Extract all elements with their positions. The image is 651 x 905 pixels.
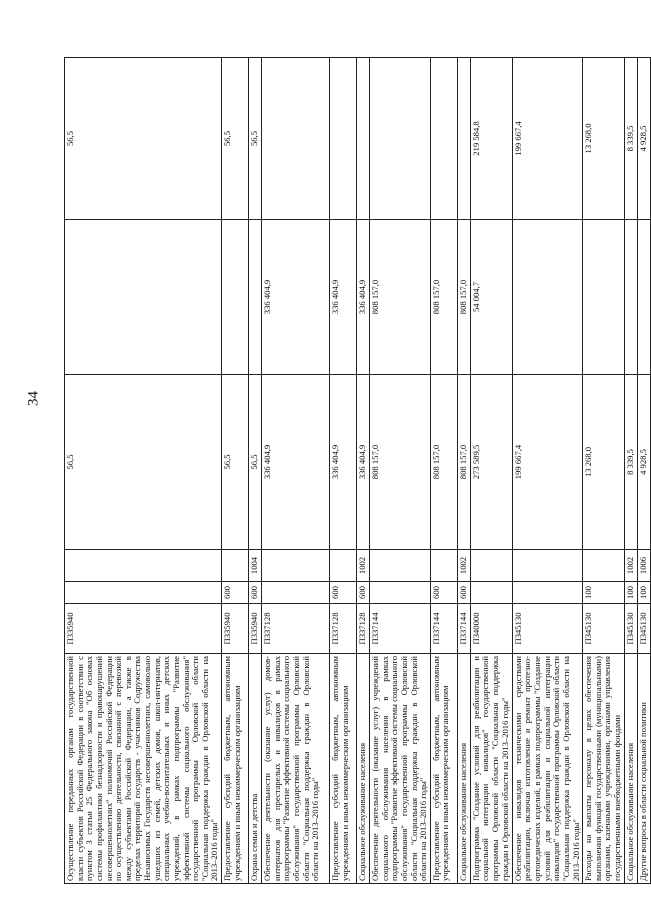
row-name: Подпрограмма "Создание условий для реабилитации и социальной интеграции инвалидов" государственной программы Орловской области "Социальная поддержка граждан в Орловской области на 2013–2016 годы" <box>470 654 512 884</box>
table-row <box>262 58 330 884</box>
row-federal-amount <box>512 220 582 375</box>
row-target-code: П340000 <box>470 604 512 654</box>
budget-table-rotated <box>64 58 649 884</box>
row-total: 56,5 <box>222 375 249 550</box>
row-target-code: П345130 <box>512 604 582 654</box>
row-regional-amount <box>430 58 457 220</box>
table-row <box>222 58 249 884</box>
row-target-code: П337144 <box>370 604 431 654</box>
row-regional-amount: 8 339,5 <box>625 58 638 220</box>
row-federal-amount <box>638 220 651 375</box>
row-target-code: П337144 <box>430 604 457 654</box>
row-expense-type: 600 <box>457 582 470 604</box>
row-total: 4 928,5 <box>638 375 651 550</box>
row-section-code: 1004 <box>249 550 262 582</box>
table-row <box>370 58 431 884</box>
row-total: 808 157,0 <box>457 375 470 550</box>
row-section-code <box>222 550 249 582</box>
row-section-code <box>65 550 222 582</box>
row-total: 336 404,9 <box>357 375 370 550</box>
row-section-code: 1002 <box>357 550 370 582</box>
row-target-code: П337128 <box>262 604 330 654</box>
row-target-code: П337128 <box>357 604 370 654</box>
row-target-code: П335940 <box>65 604 222 654</box>
row-name: Социальное обслуживание населения <box>625 654 638 884</box>
row-name: Предоставление субсидий бюджетным, автономным учреждениям и иным некоммерческим организациям <box>222 654 249 884</box>
row-expense-type: 100 <box>638 582 651 604</box>
row-total: 8 339,5 <box>625 375 638 550</box>
row-name: Обеспечение деятельности (оказание услуг) учреждений социального обслуживания населения в рамках подпрограммы "Развитие эффективной системы социального обслуживания" государственной программы Орловской области "Социальная поддержка граждан в Орловской области на 2013–2016 годы" <box>370 654 431 884</box>
row-name: Обеспечение деятельности (оказание услуг) домов-интернатов для престарелых и инвалидов в рамках подпрограммы "Развитие эффективной системы социального обслуживания" государственной программы Орловской области "Социальная поддержка граждан в Орловской области на 2013–2016 годы" <box>262 654 330 884</box>
table-row <box>330 58 357 884</box>
row-target-code: П335940 <box>249 604 262 654</box>
row-expense-type: 600 <box>357 582 370 604</box>
row-regional-amount: 4 928,5 <box>638 58 651 220</box>
row-federal-amount: 336 404,9 <box>262 220 330 375</box>
row-expense-type <box>512 582 582 604</box>
row-regional-amount: 13 268,0 <box>583 58 625 220</box>
table-row <box>249 58 262 884</box>
row-section-code <box>370 550 431 582</box>
row-regional-amount <box>262 58 330 220</box>
row-total: 56,5 <box>249 375 262 550</box>
row-federal-amount <box>625 220 638 375</box>
row-name: Охрана семьи и детства <box>249 654 262 884</box>
row-section-code <box>512 550 582 582</box>
row-regional-amount <box>370 58 431 220</box>
row-federal-amount: 808 157,0 <box>370 220 431 375</box>
row-federal-amount <box>583 220 625 375</box>
table-row <box>512 58 582 884</box>
row-target-code: П337128 <box>330 604 357 654</box>
row-name: Осуществление переданных органам государственной власти субъектов Российской Федерации в соответствии с пунктом 3 статьи 25 Федерального закона "Об основах системы профилактики безнадзорности и правонарушений несовершеннолетних" полномочий Российской Федерации по осуществлению деятельности, связанной с перевозкой между субъектами Российской Федерации, а также в пределах территорий государств - участников Содружества Независимых Государств несовершеннолетних, самовольно ушедших из семей, детских домов, школ-интернатов, специальных учебно-воспитательных и иных детских учреждений, в рамках подпрограммы "Развитие эффективной системы социального обслуживания" государственной программы Орловской области "Социальная поддержка граждан в Орловской области на 2013–2016 годы" <box>65 654 222 884</box>
row-expense-type <box>370 582 431 604</box>
row-expense-type: 600 <box>330 582 357 604</box>
table-row <box>625 58 638 884</box>
row-name: Социальное обслуживание населения <box>457 654 470 884</box>
table-row <box>457 58 470 884</box>
row-federal-amount <box>222 220 249 375</box>
row-total: 808 157,0 <box>430 375 457 550</box>
row-expense-type: 600 <box>430 582 457 604</box>
row-total: 273 589,5 <box>470 375 512 550</box>
budget-table <box>64 57 651 884</box>
row-regional-amount: 199 667,4 <box>512 58 582 220</box>
row-regional-amount: 56,5 <box>222 58 249 220</box>
row-section-code <box>583 550 625 582</box>
row-section-code: 1002 <box>625 550 638 582</box>
row-regional-amount: 56,5 <box>65 58 222 220</box>
table-row <box>638 58 651 884</box>
row-total: 808 157,0 <box>370 375 431 550</box>
table-row <box>430 58 457 884</box>
row-target-code: П335940 <box>222 604 249 654</box>
table-row <box>65 58 222 884</box>
page-number: 34 <box>25 391 42 406</box>
table-row <box>583 58 625 884</box>
row-section-code <box>262 550 330 582</box>
row-regional-amount <box>357 58 370 220</box>
row-target-code: П345130 <box>638 604 651 654</box>
row-federal-amount: 808 157,0 <box>457 220 470 375</box>
row-regional-amount <box>330 58 357 220</box>
row-section-code <box>470 550 512 582</box>
row-total: 56,5 <box>65 375 222 550</box>
row-section-code: 1002 <box>457 550 470 582</box>
row-name: Предоставление субсидий бюджетным, автономным учреждениям и иным некоммерческим организациям <box>430 654 457 884</box>
row-regional-amount: 219 584,8 <box>470 58 512 220</box>
row-section-code <box>430 550 457 582</box>
row-expense-type: 100 <box>625 582 638 604</box>
row-expense-type <box>470 582 512 604</box>
row-regional-amount: 56,5 <box>249 58 262 220</box>
row-target-code: П337144 <box>457 604 470 654</box>
table-row <box>357 58 370 884</box>
row-target-code: П345130 <box>625 604 638 654</box>
row-expense-type <box>65 582 222 604</box>
table-body <box>65 58 651 884</box>
row-name: Обеспечение инвалидов техническими средствами реабилитации, включая изготовление и ремонт протезно-ортопедических изделий, в рамках подпрограммы "Создание условий для реабилитации и социальной интеграции инвалидов" государственной программы Орловской области "Социальная поддержка граждан в Орловской области на 2013–2016 годы" <box>512 654 582 884</box>
row-name: Расходы на выплаты персоналу в целях обеспечения выполнения функций государственными (муниципальными) органами, казенными учреждениями, органами управления государственными внебюджетными фондами <box>583 654 625 884</box>
row-federal-amount: 808 157,0 <box>430 220 457 375</box>
row-federal-amount <box>65 220 222 375</box>
row-federal-amount: 336 404,9 <box>357 220 370 375</box>
row-expense-type: 600 <box>222 582 249 604</box>
row-name: Предоставление субсидий бюджетным, автономным учреждениям и иным некоммерческим организациям <box>330 654 357 884</box>
row-federal-amount: 336 404,9 <box>330 220 357 375</box>
row-expense-type: 100 <box>583 582 625 604</box>
table-row <box>470 58 512 884</box>
row-total: 336 404,9 <box>330 375 357 550</box>
row-regional-amount <box>457 58 470 220</box>
row-target-code: П345130 <box>583 604 625 654</box>
row-federal-amount: 54 004,7 <box>470 220 512 375</box>
row-expense-type: 600 <box>249 582 262 604</box>
row-total: 199 667,4 <box>512 375 582 550</box>
row-federal-amount <box>249 220 262 375</box>
row-total: 13 268,0 <box>583 375 625 550</box>
row-name: Другие вопросы в области социальной политики <box>638 654 651 884</box>
row-name: Социальное обслуживание населения <box>357 654 370 884</box>
row-total: 336 404,9 <box>262 375 330 550</box>
row-expense-type <box>262 582 330 604</box>
row-section-code <box>330 550 357 582</box>
row-section-code: 1006 <box>638 550 651 582</box>
